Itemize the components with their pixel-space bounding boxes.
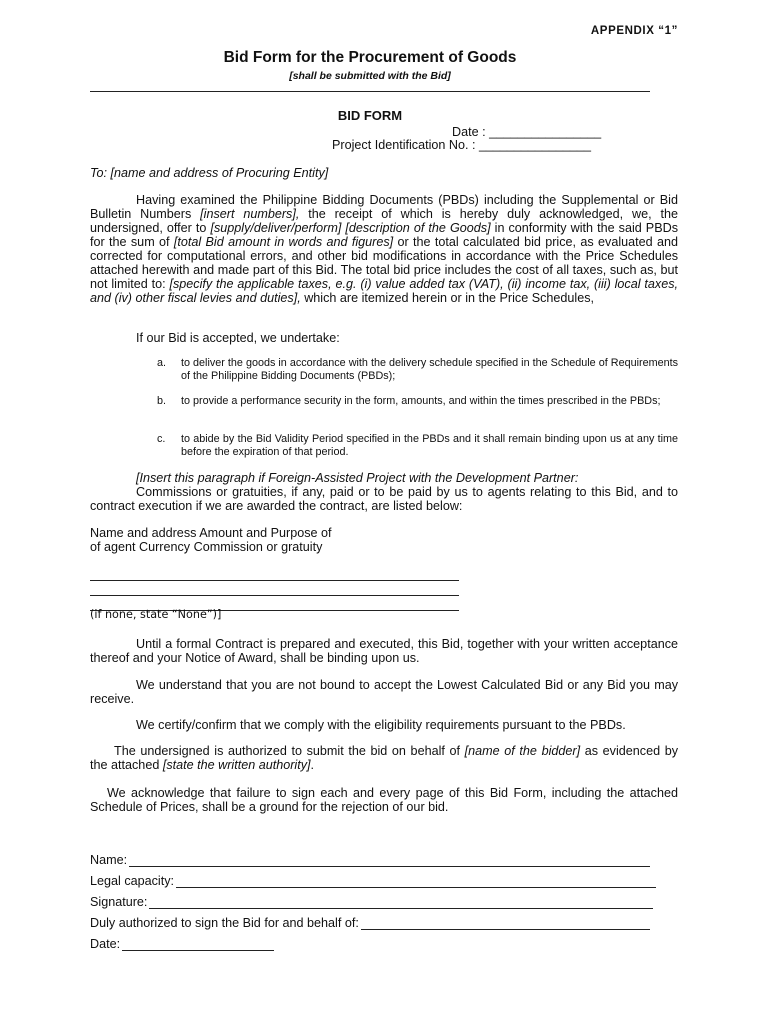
authorized-line: [361, 918, 650, 930]
paragraph-foreign-assisted: [Insert this paragraph if Foreign-Assisted Project with the Development Partner: Commissions or gratuities, if any, paid or to be paid by us to agents relating to this Bid, and to contract execution if we are awarded the contract, are listed below:: [90, 471, 678, 513]
paragraph-offer: Having examined the Philippine Bidding Documents (PBDs) including the Supplemental or Bid Bulletin Numbers [insert numbers], the receipt of which is hereby duly acknowledged, we, the undersigned, offer to [supply/deliver/perform] [description of the Goods] in conformity with the said PBDs for the sum of [total Bid amount in words and figures] or the total calculated bid price, as evaluated and corrected for computational errors, and other bid modifications in accordance with the Price Schedules attached herewith and made part of this Bid. The total bid price includes the cost of all taxes, such as, but not limited to: [specify the applicable taxes, e.g. (i) value added tax (VAT), (ii) income tax, (iii) local taxes, and (iv) other fiscal levies and duties], which are itemized herein or in the Price Schedules,: [90, 193, 678, 305]
name-field-line: [129, 855, 650, 867]
paragraph-contract: Until a formal Contract is prepared and executed, this Bid, together with your written acceptance thereof and your Notice of Award, shall be binding upon us.: [90, 637, 678, 665]
date-field-line: [122, 939, 274, 951]
list-item: [157, 433, 678, 459]
addressee-line: To: [name and address of Procuring Entity]: [90, 166, 329, 180]
blank-line: [90, 580, 459, 581]
header-divider: [90, 91, 650, 92]
authorized-field: [90, 916, 650, 930]
appendix-label: APPENDIX “1”: [590, 25, 678, 37]
paragraph-acknowledge: We acknowledge that failure to sign each and every page of this Bid Form, including the attached Schedule of Prices, shall be a ground for the rejection of our bid.: [90, 786, 678, 814]
date-line: Date : ________________: [452, 125, 602, 139]
list-marker: c.: [157, 433, 166, 445]
list-marker: a.: [157, 357, 167, 369]
name-field: [90, 853, 650, 867]
date-field: [90, 937, 274, 951]
legal-capacity-label: Legal capacity:: [90, 874, 175, 888]
signature-line: [149, 897, 653, 909]
list-marker: b.: [157, 395, 167, 407]
signature-label: Signature:: [90, 895, 148, 909]
agent-table-header: Name and address Amount and Purpose of of agent Currency Commission or gratuity: [90, 526, 332, 554]
document-title: Bid Form for the Procurement of Goods: [223, 49, 517, 66]
list-item-text: to provide a performance security in the form, amounts, and within the times prescribed in the PBDs;: [181, 395, 661, 407]
signature-field: [90, 895, 653, 909]
list-item: [157, 395, 678, 408]
legal-capacity-line: [176, 876, 656, 888]
document-subtitle: [shall be submitted with the Bid]: [289, 70, 451, 82]
date-field-label: Date:: [90, 937, 121, 951]
legal-capacity-field: [90, 874, 656, 888]
paragraph-certify: We certify/confirm that we comply with the eligibility requirements pursuant to the PBDs.: [136, 718, 626, 732]
project-id-line: Project Identification No. : ________________: [332, 138, 592, 152]
list-item-text: to deliver the goods in accordance with the delivery schedule specified in the Schedule of Requirements of the Philippine Bidding Documents (PBDs);: [181, 357, 678, 382]
undertake-line: If our Bid is accepted, we undertake:: [136, 331, 340, 345]
authorized-label: Duly authorized to sign the Bid for and behalf of:: [90, 916, 359, 930]
paragraph-authorized: The undersigned is authorized to submit the bid on behalf of [name of the bidder] as evidenced by the attached [state the written authority].: [90, 744, 679, 772]
blank-line: [90, 595, 459, 596]
name-field-label: Name:: [90, 853, 128, 867]
if-none-note: (if none, state “None”)]: [90, 608, 222, 621]
paragraph-understand: We understand that you are not bound to accept the Lowest Calculated Bid or any Bid you may receive.: [90, 678, 678, 706]
list-item: [157, 357, 678, 383]
form-title: BID FORM: [337, 108, 403, 123]
list-item-text: to abide by the Bid Validity Period specified in the PBDs and it shall remain binding upon us at any time before the expiration of that period.: [181, 433, 678, 458]
